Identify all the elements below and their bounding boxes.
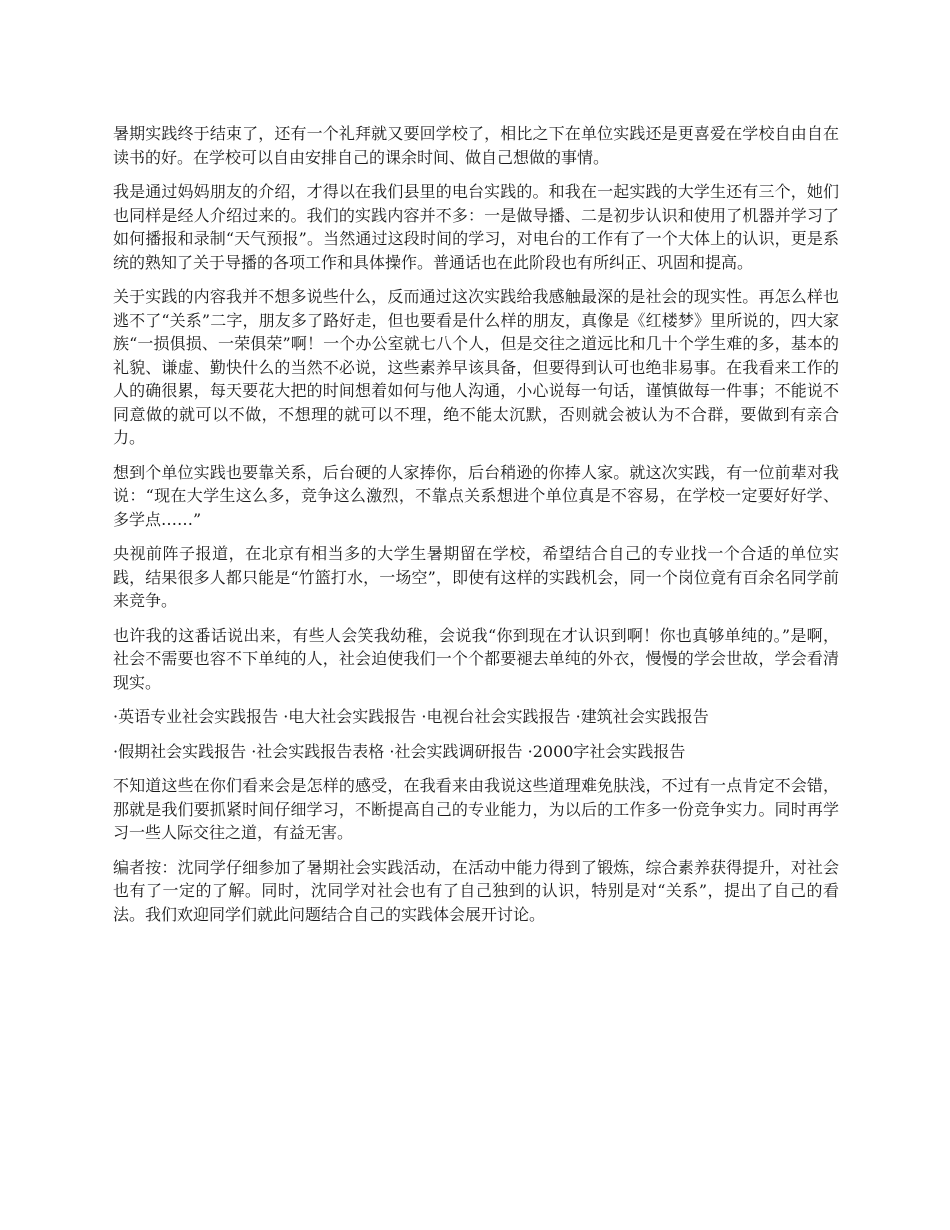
- related-link-english-major[interactable]: 英语专业社会实践报告: [118, 707, 279, 726]
- related-link-survey-report[interactable]: 社会实践调研报告: [394, 741, 523, 761]
- paragraph-reflection: 不知道这些在你们看来会是怎样的感受，在我看来由我说这些道理难免肤浅，不过有一点肯定不会错，那就是我们要抓紧时间仔细学习，不断提高自己的专业能力，为以后的工作多一份竞争实力。同时再学习一些人际交往之道，有益无害。: [113, 776, 839, 842]
- related-link-holiday[interactable]: 假期社会实践报告: [118, 741, 247, 761]
- paragraph-social-reality: 关于实践的内容我并不想多说些什么，反而通过这次实践给我感触最深的是社会的现实性。再怎么样也逃不了“关系”二字，朋友多了路好走，但也要看是什么样的朋友，真像是《红楼梦》里所说的，四大家族“一损俱损、一荣俱荣”啊！一个办公室就七八个人，但是交往之道远比和几十个学生难的多，基本的礼貌、谦虚、勤快什么的当然不必说，这些素养早该具备，但要得到认可也绝非易事。在我看来工作的人的确很累，每天要花大把的时间想着如何与他人沟通，小心说每一句话，谨慎做每一件事；不能说不同意做的就可以不做，不想理的就可以不理，绝不能太沉默，否则就会被认为不合群，要做到有亲合力。: [113, 287, 839, 447]
- related-link-tv-university[interactable]: 电大社会实践报告: [288, 707, 417, 726]
- related-link-architecture[interactable]: 建筑社会实践报告: [580, 707, 709, 726]
- paragraph-connections: 想到个单位实践也要靠关系，后台硬的人家捧你，后台稍逊的你捧人家。就这次实践，有一位前辈对我说：“现在大学生这么多，竞争这么激烈，不靠点关系想进个单位真是不容易，在学校一定要好好学、多学点……”: [113, 462, 839, 529]
- paragraph-editor-note: 编者按：沈同学仔细参加了暑期社会实践活动，在活动中能力得到了锻炼，综合素养获得提升，对社会也有了一定的了解。同时，沈同学对社会也有了自己独到的认识，特别是对“关系”，提出了自己的看法。我们欢迎同学们就此问题结合自己的实践体会展开讨论。: [113, 857, 839, 924]
- link-bullet: ·: [113, 707, 119, 726]
- related-link-report-form[interactable]: 社会实践报告表格: [256, 741, 385, 761]
- paragraph-intro: 暑期实践终于结束了，还有一个礼拜就又要回学校了，相比之下在单位实践还是更喜爱在学校自由自在读书的好。在学校可以自由安排自己的课余时间、做自己想做的事情。: [113, 124, 839, 167]
- related-link-2000-words[interactable]: 2000字社会实践报告: [532, 741, 686, 761]
- link-bullet: ·: [527, 741, 533, 761]
- paragraph-naivety: 也许我的这番话说出来，有些人会笑我幼稚，会说我“你到现在才认识到啊！你也真够单纯的。”是啊，社会不需要也容不下单纯的人，社会迫使我们一个个都要褪去单纯的外衣，慢慢的学会世故，学会看清现实。: [113, 625, 839, 692]
- related-links-row-2: [113, 740, 839, 764]
- related-links-row-1: [113, 705, 839, 729]
- link-bullet: ·: [421, 707, 427, 726]
- link-bullet: ·: [575, 707, 581, 726]
- link-bullet: ·: [113, 741, 119, 761]
- link-bullet: ·: [389, 741, 395, 761]
- document-body: [113, 122, 839, 937]
- paragraph-cctv-report: 央视前阵子报道，在北京有相当多的大学生暑期留在学校，希望结合自己的专业找一个合适的单位实践，结果很多人都只能是“竹篮打水，一场空”，即使有这样的实践机会，同一个岗位竟有百余名同学前来竞争。: [113, 544, 839, 610]
- link-bullet: ·: [251, 741, 257, 761]
- link-bullet: ·: [283, 707, 289, 726]
- related-link-tv-station[interactable]: 电视台社会实践报告: [426, 707, 571, 726]
- paragraph-radio-station: 我是通过妈妈朋友的介绍，才得以在我们县里的电台实践的。和我在一起实践的大学生还有三个，她们也同样是经人介绍过来的。我们的实践内容并不多：一是做导播、二是初步认识和使用了机器并学习了如何播报和录制“天气预报”。当然通过这段时间的学习，对电台的工作有了一个大体上的认识，更是系统的熟知了关于导播的各项工作和具体操作。普通话也在此阶段也有所纠正、巩固和提高。: [113, 182, 839, 272]
